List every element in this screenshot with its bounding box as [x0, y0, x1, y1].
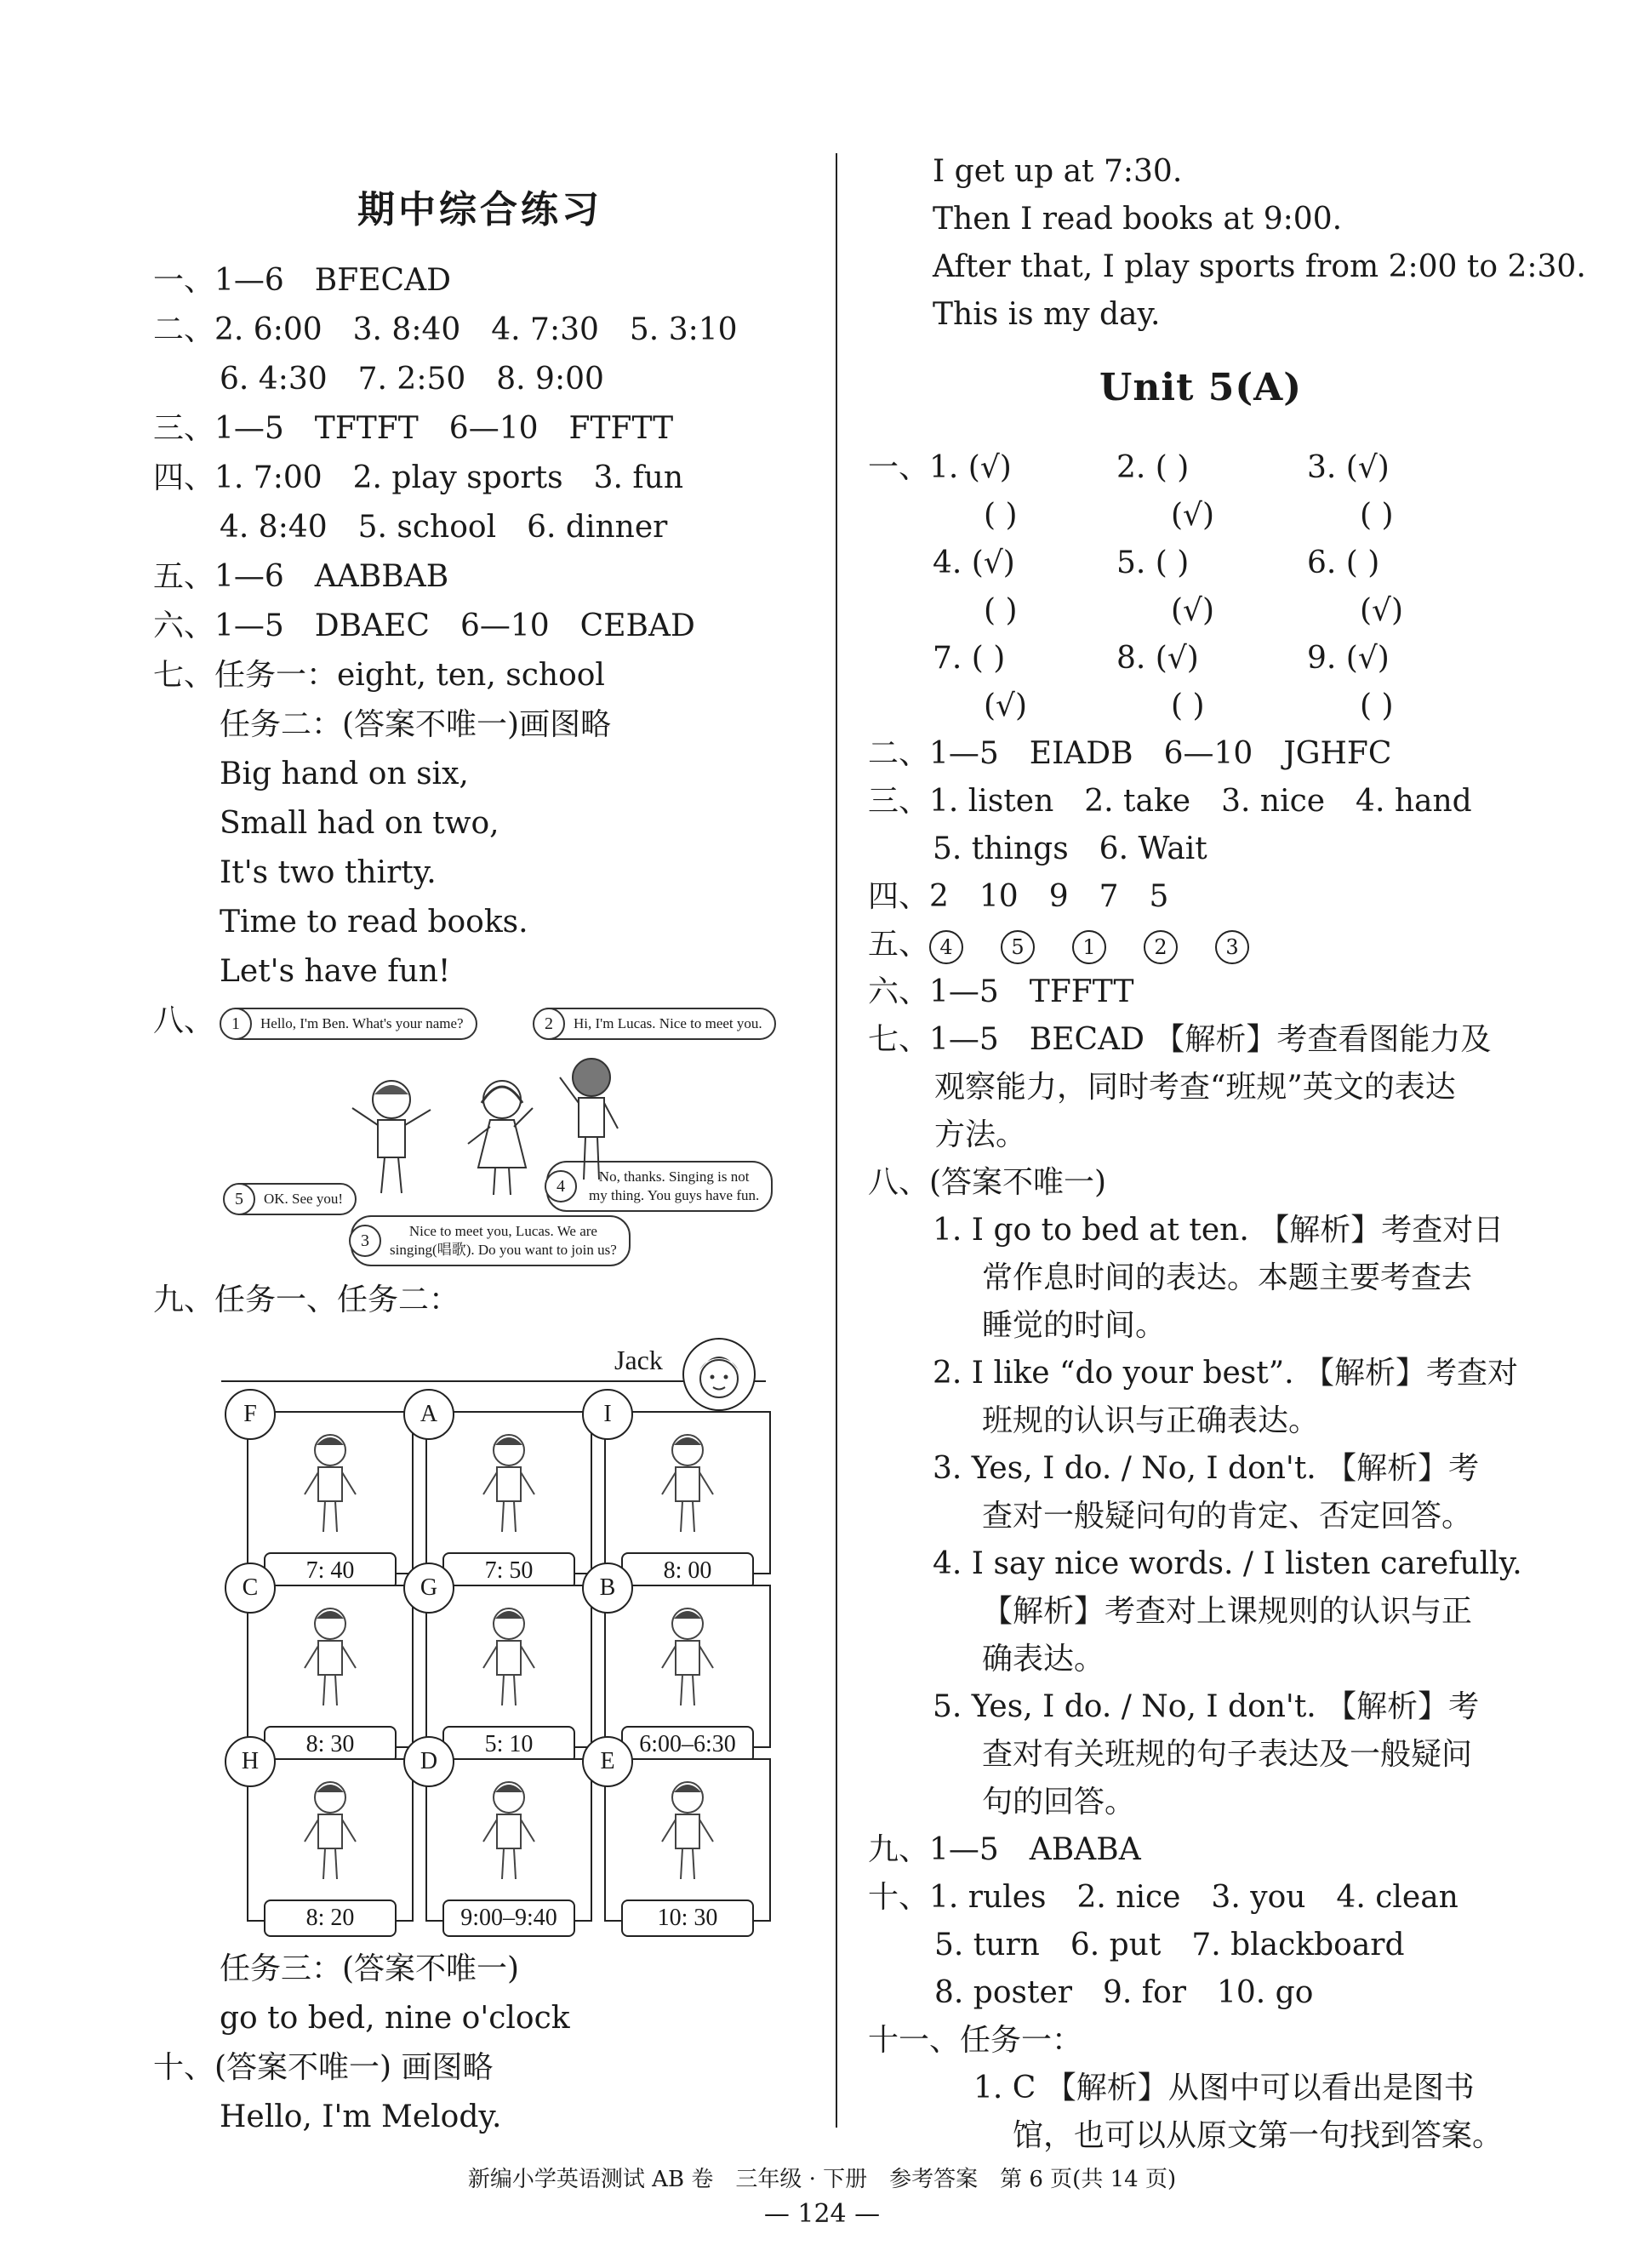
answer-line: 六、1—5 DBAEC 6—10 CEBAD: [153, 608, 695, 643]
answer-line: 三、1. listen 2. take 3. nice 4. hand: [868, 784, 1472, 819]
page-footer: 新编小学英语测试 AB 卷 三年级 · 下册 参考答案 第 6 页(共 14 页): [467, 2167, 1177, 2192]
answer-line: 5. turn 6. put 7. blackboard: [934, 1928, 1405, 1962]
check-answer: (√): [1171, 593, 1215, 628]
frame-time: 9:00–9:40: [442, 1900, 575, 1937]
boy-illustration: [340, 1074, 442, 1202]
answer-line: 八、: [153, 1003, 215, 1038]
answer-line: 查对一般疑问句的肯定、否定回答。: [982, 1499, 1473, 1534]
frame-time: 10: 30: [621, 1900, 754, 1937]
answer-line: 一、1—6 BFECAD: [153, 263, 451, 298]
bubble-text: singing(唱歌). Do you want to join us?: [390, 1242, 617, 1258]
answer-line: 1. C 【解析】从图中可以看出是图书: [973, 2071, 1475, 2105]
answer-line: 5. things 6. Wait: [933, 831, 1207, 866]
answer-line: 查对有关班规的句子表达及一般疑问: [982, 1737, 1473, 1772]
section-title-unit5: Unit 5(A): [1099, 366, 1303, 409]
speech-bubble: [221, 1008, 477, 1040]
answer-line: 常作息时间的表达。本题主要考查去: [982, 1260, 1473, 1295]
child-activity-illustration: [427, 1413, 591, 1549]
answer-line: I get up at 7:30.: [933, 154, 1183, 189]
schedule-frame: [242, 1574, 414, 1757]
answer-line: 4. I say nice words. / I listen carefully.: [933, 1546, 1522, 1581]
answer-line: 九、1—5 ABABA: [868, 1832, 1141, 1867]
circled-number: 4: [929, 930, 963, 964]
answer-line: 方法。: [934, 1117, 1027, 1152]
schedule-frame: [599, 1574, 771, 1757]
column-divider: [836, 153, 837, 2128]
child-activity-illustration: [606, 1586, 769, 1722]
bubble-text: Hi, I'm Lucas. Nice to meet you.: [574, 1015, 762, 1031]
answer-line: After that, I play sports from 2:00 to 2:30.: [933, 249, 1586, 284]
answer-line: Big hand on six,: [220, 757, 469, 791]
answer-line: 班规的认识与正确表达。: [982, 1403, 1320, 1438]
check-answer: (√): [984, 688, 1028, 723]
lucas-illustration: [545, 1052, 638, 1188]
answer-line: 确表达。: [982, 1642, 1105, 1677]
answer-line: go to bed, nine o'clock: [220, 2001, 570, 2036]
check-answer: ( ): [984, 498, 1018, 533]
frame-time: 8: 30: [264, 1726, 397, 1763]
bubble-number: 3: [349, 1225, 381, 1257]
answer-line: 馆，也可以从原文第一句找到答案。: [1013, 2118, 1504, 2153]
schedule-frame: [600, 1748, 771, 1931]
answer-line: 5. Yes, I do. / No, I don't. 【解析】考: [933, 1689, 1480, 1724]
bubble-number: 5: [223, 1183, 255, 1215]
circled-number: 5: [1001, 930, 1035, 964]
check-answer: 3. (√): [1307, 450, 1390, 485]
answer-line: 三、1—5 TFTFT 6—10 FTFTT: [153, 411, 674, 446]
answer-line: Then I read books at 9:00.: [933, 202, 1343, 237]
answer-line: Hello, I'm Melody.: [220, 2099, 502, 2134]
answer-line: 五、1—6 AABBAB: [153, 559, 449, 594]
answer-line: 四、1. 7:00 2. play sports 3. fun: [153, 460, 684, 495]
bubble-number: 4: [545, 1170, 577, 1203]
speech-bubble: [351, 1215, 631, 1266]
bubble-text: Hello, I'm Ben. What's your name?: [260, 1015, 464, 1031]
answer-line-circled: [868, 926, 1287, 964]
frame-letter: C: [225, 1562, 276, 1614]
answer-line: 2. I like “do your best”. 【解析】考查对: [933, 1356, 1519, 1391]
check-answer: 4. (√): [933, 546, 1015, 580]
answer-line: 十一、任务一：: [868, 2023, 1083, 2058]
speech-bubble: [225, 1183, 357, 1215]
bubble-text: OK. See you!: [264, 1191, 344, 1207]
circled-number: 2: [1144, 930, 1178, 964]
frame-time: 6:00–6:30: [621, 1726, 754, 1763]
answer-line: 任务三：(答案不唯一): [220, 1951, 520, 1986]
schedule-frame: [241, 1748, 414, 1931]
check-answer: 5. ( ): [1116, 546, 1190, 580]
answer-line: Let's have fun!: [220, 954, 451, 989]
frame-letter: I: [582, 1389, 633, 1440]
frame-letter: B: [582, 1562, 633, 1614]
bubble-text: my thing. You guys have fun.: [589, 1187, 760, 1203]
jack-name: Jack: [614, 1345, 663, 1375]
frame-time: 8: 00: [621, 1552, 754, 1590]
check-answer: (√): [1171, 498, 1215, 533]
frame-letter: E: [582, 1736, 633, 1787]
answer-line: 睡觉的时间。: [982, 1308, 1167, 1343]
frame-letter: A: [403, 1389, 454, 1440]
check-answer: ( ): [1171, 688, 1205, 723]
answer-line: 四、2 10 9 7 5: [868, 879, 1169, 914]
answer-line: 八、(答案不唯一): [868, 1165, 1107, 1200]
girl-illustration: [451, 1074, 553, 1202]
answer-line: 六、1—5 TFFTT: [868, 974, 1134, 1009]
check-answer: ( ): [1360, 688, 1394, 723]
section-label: 五、: [868, 927, 930, 962]
bubble-number: 2: [533, 1008, 565, 1040]
check-answer: 6. ( ): [1307, 546, 1380, 580]
check-answer: 7. ( ): [933, 641, 1006, 676]
speech-bubble: [534, 1008, 776, 1040]
frame-time: 5: 10: [442, 1726, 575, 1763]
frame-letter: G: [403, 1562, 454, 1614]
answer-line: 十、(答案不唯一) 画图略: [153, 2050, 494, 2085]
frame-time: 8: 20: [264, 1900, 397, 1937]
frame-letter: D: [403, 1736, 454, 1787]
circled-number: 1: [1072, 930, 1106, 964]
frame-letter: F: [225, 1389, 276, 1440]
schedule-frame: [420, 1748, 592, 1931]
bubble-text: Nice to meet you, Lucas. We are: [408, 1223, 597, 1239]
answer-line: 九、任务一、任务二：: [153, 1283, 460, 1317]
bubble-text: No, thanks. Singing is not: [598, 1168, 750, 1185]
answer-line: 6. 4:30 7. 2:50 8. 9:00: [220, 362, 604, 397]
circled-number: 3: [1215, 930, 1249, 964]
schedule-frame: [420, 1401, 592, 1584]
check-answer: ( ): [984, 593, 1018, 628]
child-activity-illustration: [606, 1413, 769, 1549]
child-activity-illustration: [248, 1413, 412, 1549]
check-answer: ( ): [1360, 498, 1394, 533]
jack-face-icon: [681, 1336, 757, 1413]
child-activity-illustration: [427, 1586, 591, 1722]
answer-line: 4. 8:40 5. school 6. dinner: [220, 510, 668, 545]
frame-time: 7: 40: [264, 1552, 397, 1590]
page-number: — 124 —: [763, 2199, 881, 2229]
check-answer: (√): [1360, 593, 1404, 628]
child-activity-illustration: [248, 1586, 412, 1722]
bubble-number: 1: [220, 1008, 252, 1040]
child-activity-illustration: [427, 1760, 591, 1896]
check-answer: 2. ( ): [1116, 450, 1190, 485]
answer-line: 二、1—5 EIADB 6—10 JGHFC: [868, 736, 1392, 771]
answer-line: 【解析】考查对上课规则的认识与正: [982, 1594, 1473, 1629]
schedule-frame: [420, 1574, 592, 1757]
section-title-midterm: 期中综合练习: [357, 188, 602, 231]
answer-line: 七、任务一：eight, ten, school: [153, 658, 605, 693]
check-answer: 9. (√): [1307, 641, 1390, 676]
answer-line: 七、1—5 BECAD 【解析】考查看图能力及: [868, 1022, 1492, 1057]
answer-line: It's two thirty.: [220, 855, 437, 890]
answer-line: 8. poster 9. for 10. go: [934, 1975, 1314, 2010]
answer-line: This is my day.: [933, 297, 1161, 332]
schedule-frame: [243, 1401, 414, 1584]
answer-line: 观察能力，同时考查“班规”英文的表达: [934, 1070, 1456, 1105]
answer-line: 3. Yes, I do. / No, I don't. 【解析】考: [933, 1451, 1480, 1486]
answer-line: Time to read books.: [220, 905, 528, 940]
schedule-frame: [603, 1401, 771, 1584]
answer-line: 句的回答。: [982, 1785, 1136, 1820]
answer-line: 二、2. 6:00 3. 8:40 4. 7:30 5. 3:10: [153, 312, 738, 347]
answer-line: 任务二：(答案不唯一)画图略: [220, 707, 612, 742]
check-answer: 8. (√): [1116, 641, 1199, 676]
answer-line: 十、1. rules 2. nice 3. you 4. clean: [868, 1880, 1458, 1915]
child-activity-illustration: [248, 1760, 412, 1896]
frame-letter: H: [225, 1736, 276, 1787]
answer-line: Small had on two,: [220, 806, 499, 841]
check-answer: 一、1. (√): [868, 450, 1012, 485]
answer-line: 1. I go to bed at ten. 【解析】考查对日: [933, 1213, 1504, 1248]
child-activity-illustration: [606, 1760, 769, 1896]
frame-time: 7: 50: [442, 1552, 575, 1590]
